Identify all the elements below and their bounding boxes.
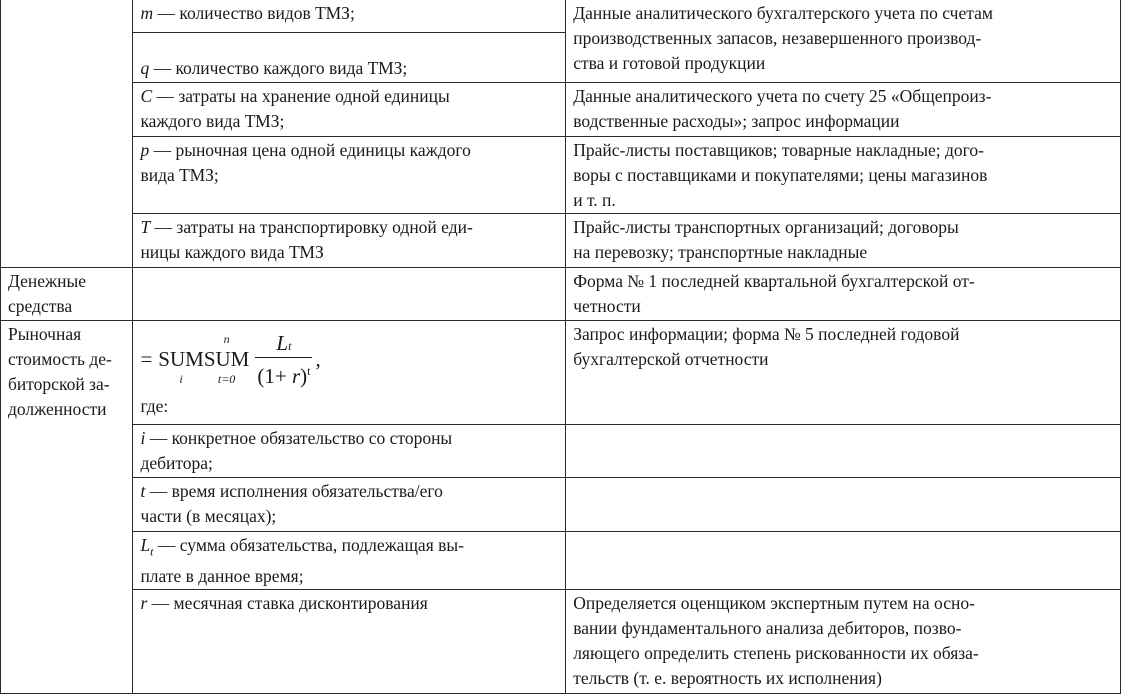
source-cell: [566, 0, 1121, 82]
fraction: [255, 330, 312, 388]
category-cell: [1, 320, 133, 694]
variable-symbol: p: [140, 139, 150, 160]
source-line: производственных запасов, незавершенного производ-: [573, 28, 982, 48]
variable-cell: [133, 531, 566, 590]
table-row: [1, 213, 1121, 267]
table-row: [1, 82, 1121, 136]
variable-description-cont: каждого вида ТМЗ;: [140, 110, 285, 131]
numerator-subscript: t: [288, 338, 292, 353]
variable-cell: [133, 82, 566, 136]
category-line: Денежные: [8, 270, 87, 291]
source-line: ства и готовой продукции: [573, 53, 766, 73]
variable-cell: [133, 424, 566, 477]
formula-where-label: где:: [140, 395, 169, 416]
category-line: биторской за-: [8, 373, 110, 394]
variable-cell: [133, 32, 566, 82]
table-row: [1, 0, 1121, 32]
table-row: [1, 424, 1121, 477]
variable-description: — затраты на хранение одной единицы: [152, 85, 450, 106]
operator-superscript: n: [223, 332, 230, 346]
source-line: Прайс-листы поставщиков; товарные накладные; дого-: [573, 139, 985, 160]
source-line: Данные аналитического бухгалтерского учета по счетам: [573, 3, 993, 23]
category-cell-inventory: [1, 0, 133, 267]
source-line: Данные аналитического учета по счету 25 «Общепроиз-: [573, 85, 992, 106]
source-cell: [566, 213, 1121, 267]
variable-description: — количество видов ТМЗ;: [153, 3, 355, 23]
source-line: ляющего определить степень рискованности их обяза-: [573, 643, 979, 663]
source-line: и т. п.: [573, 189, 616, 210]
variable-symbol: q: [140, 57, 150, 78]
variable-description-cont: части (в месяцах);: [140, 505, 277, 526]
denominator-close: ): [300, 363, 308, 388]
denominator-var: r: [291, 363, 301, 388]
source-line: водственные расходы»; запрос информации: [573, 110, 900, 131]
category-line: долженности: [8, 398, 107, 419]
fraction-numerator: [274, 330, 293, 357]
source-line: Запрос информации; форма № 5 последней годовой: [573, 323, 960, 344]
variable-symbol: L: [140, 534, 151, 555]
source-line: Определяется оценщиком экспертным путем на осно-: [573, 593, 975, 613]
variable-cell: [133, 590, 566, 694]
source-cell: [566, 267, 1121, 320]
source-line: воры с поставщиками и покупателями; цены магазинов: [573, 164, 988, 185]
source-line: Прайс-листы транспортных организаций; договоры: [573, 216, 959, 237]
variable-symbol: i: [140, 427, 146, 448]
denominator-superscript: t: [307, 363, 311, 378]
variable-description: — месячная ставка дисконтирования: [147, 593, 428, 613]
variable-cell: [133, 213, 566, 267]
source-cell: [566, 136, 1121, 213]
formula-cell: [133, 320, 566, 424]
variable-symbol: m: [140, 3, 154, 23]
variable-symbol: C: [140, 85, 153, 106]
variable-symbol: T: [140, 216, 151, 237]
category-cell: [1, 267, 133, 320]
numerator-var: L: [276, 330, 289, 355]
variable-cell: [133, 136, 566, 213]
table-row: [1, 531, 1121, 590]
category-line: стоимость де-: [8, 348, 112, 369]
sum-operator-i: [158, 347, 204, 386]
variable-cell: [133, 477, 566, 531]
source-cell: [566, 424, 1121, 477]
source-line: бухгалтерской отчетности: [573, 348, 769, 369]
source-line: на перевозку; транспортные накладные: [573, 241, 868, 262]
variable-description: — затраты на транспортировку одной еди-: [150, 216, 473, 237]
fraction-denominator: [255, 357, 312, 387]
variable-description: — сумма обязательства, подлежащая вы-: [153, 534, 464, 555]
variable-symbol: t: [140, 480, 146, 501]
operator-text: SUM: [158, 347, 204, 371]
table-row: [1, 590, 1121, 694]
source-line: вании фундаментального анализа дебиторов, позво-: [573, 618, 962, 638]
variable-description: — количество каждого вида ТМЗ;: [149, 57, 408, 78]
source-cell: [566, 477, 1121, 531]
variable-symbol: r: [140, 593, 148, 613]
variable-description-cont: дебитора;: [140, 452, 213, 473]
sum-operator-t: [203, 332, 250, 386]
variable-subscript: t: [150, 544, 154, 558]
variable-description-cont: вида ТМЗ;: [140, 164, 219, 185]
category-line: Рыночная: [8, 323, 82, 344]
variable-description: — время исполнения обязательства/его: [145, 480, 443, 501]
table-row: [1, 136, 1121, 213]
operator-subscript: i: [179, 372, 183, 386]
operator-text: SUM: [203, 347, 250, 371]
table-row: [1, 267, 1121, 320]
source-cell: [566, 531, 1121, 590]
category-line: средства: [8, 295, 73, 316]
source-line: четности: [573, 295, 641, 316]
variable-description-cont: плате в данное время;: [140, 566, 304, 586]
table-row: [1, 320, 1121, 424]
variable-cell: [133, 267, 566, 320]
source-cell: [566, 590, 1121, 694]
source-line: Форма № 1 последней квартальной бухгалтерской от-: [573, 270, 975, 291]
operator-subscript: t=0: [217, 372, 236, 386]
table-row: [1, 477, 1121, 531]
denominator-text: (1+: [257, 363, 292, 388]
formula-comma: ,: [315, 347, 321, 371]
source-line: тельств (т. е. вероятность их исполнения): [573, 668, 882, 688]
variable-description-cont: ницы каждого вида ТМЗ: [140, 241, 324, 262]
source-cell: [566, 82, 1121, 136]
variable-description: — конкретное обязательство со стороны: [145, 427, 453, 448]
source-cell: [566, 320, 1121, 424]
discount-formula: [140, 323, 559, 397]
equals-sign: =: [140, 347, 153, 371]
variable-description: — рыночная цена одной единицы каждого: [149, 139, 471, 160]
variable-cell: [133, 0, 566, 32]
